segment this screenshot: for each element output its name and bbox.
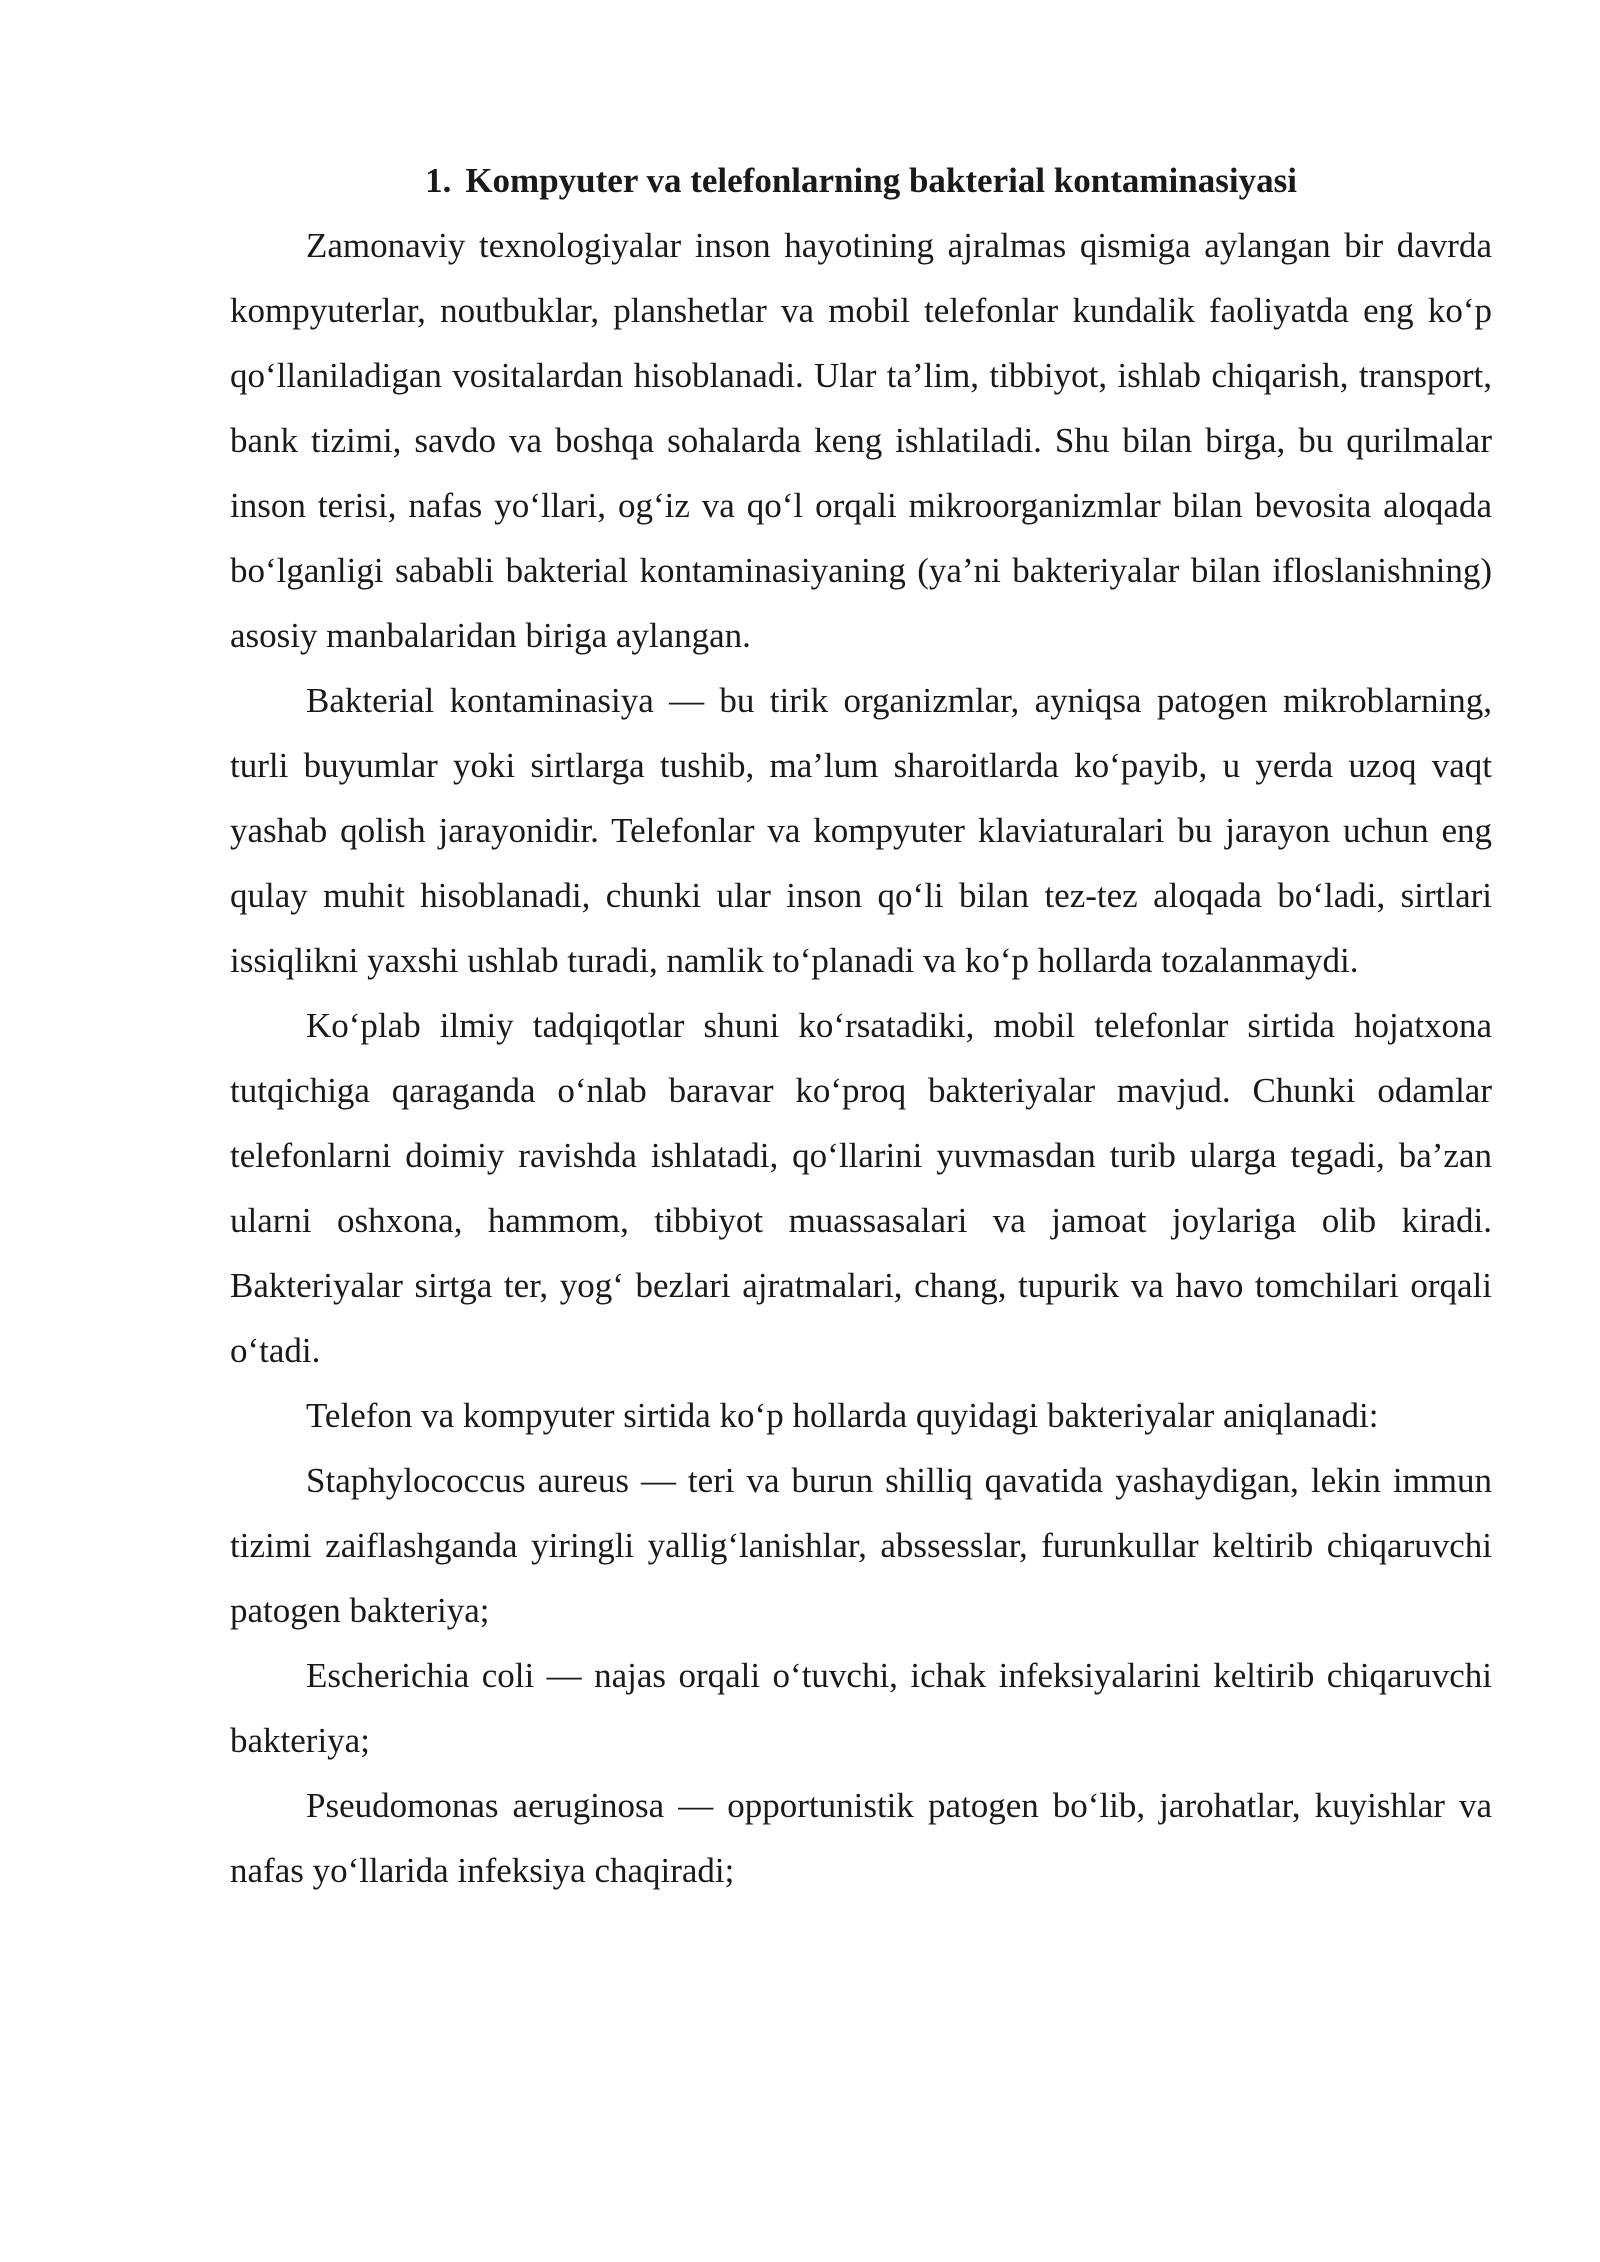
paragraph-escherichia: Escherichia coli — najas orqali o‘tuvchi, ichak infeksiyalarini keltirib chiqaruvchi bakteriya; — [230, 1656, 1492, 1760]
paragraph-intro: Zamonaviy texnologiyalar inson hayotining ajralmas qismiga aylangan bir davrda kompyuterlar, noutbuklar, planshetlar va mobil telefonlar kundalik faoliyatda eng ko‘p qo‘llaniladigan vositalardan hisoblanadi. Ular ta’lim, tibbiyot, ishlab chiqarish, transport, bank tizimi, savdo va boshqa sohalarda keng ishlatiladi. Shu bilan birga, bu qurilmalar inson terisi, nafas yo‘llari, og‘iz va qo‘l orqali mikroorganizmlar bilan bevosita aloqada bo‘lganligi sababli bakterial kontaminasiyaning (ya’ni bakteriyalar bilan ifloslanishning) asosiy manbalaridan biriga aylangan. — [230, 226, 1492, 655]
document-body — [230, 148, 1492, 1903]
paragraph-list-intro: Telefon va kompyuter sirtida ko‘p hollarda quyidagi bakteriyalar aniqlanadi: — [306, 1396, 1379, 1435]
section-heading — [230, 148, 1492, 213]
paragraph-pseudomonas: Pseudomonas aeruginosa — opportunistik patogen bo‘lib, jarohatlar, kuyishlar va nafas yo‘llarida infeksiya chaqiradi; — [230, 1786, 1492, 1890]
paragraph-definition: Bakterial kontaminasiya — bu tirik organizmlar, ayniqsa patogen mikroblarning, turli buyumlar yoki sirtlarga tushib, ma’lum sharoitlarda ko‘payib, u yerda uzoq vaqt yashab qolish jarayonidir. Telefonlar va kompyuter klaviaturalari bu jarayon uchun eng qulay muhit hisoblanadi, chunki ular inson qo‘li bilan tez-tez aloqada bo‘ladi, sirtlari issiqlikni yaxshi ushlab turadi, namlik to‘planadi va ko‘p hollarda tozalanmaydi. — [230, 681, 1492, 980]
paragraph-research: Ko‘plab ilmiy tadqiqotlar shuni ko‘rsatadiki, mobil telefonlar sirtida hojatxona tutqichiga qaraganda o‘nlab baravar ko‘proq bakteriyalar mavjud. Chunki odamlar telefonlarni doimiy ravishda ishlatadi, qo‘llarini yuvmasdan turib ularga tegadi, ba’zan ularni oshxona, hammom, tibbiyot muassasalari va jamoat joylariga olib kiradi. Bakteriyalar sirtga ter, yog‘ bezlari ajratmalari, chang, tupurik va havo tomchilari orqali o‘tadi. — [230, 1006, 1492, 1370]
section-title: Kompyuter va telefonlarning bakterial kontaminasiyasi — [465, 161, 1297, 200]
section-number: 1. — [425, 161, 452, 200]
paragraph-staphylococcus: Staphylococcus aureus — teri va burun shilliq qavatida yashaydigan, lekin immun tizimi zaiflashganda yiringli yallig‘lanishlar, abssesslar, furunkullar keltirib chiqaruvchi patogen bakteriya; — [230, 1461, 1492, 1630]
